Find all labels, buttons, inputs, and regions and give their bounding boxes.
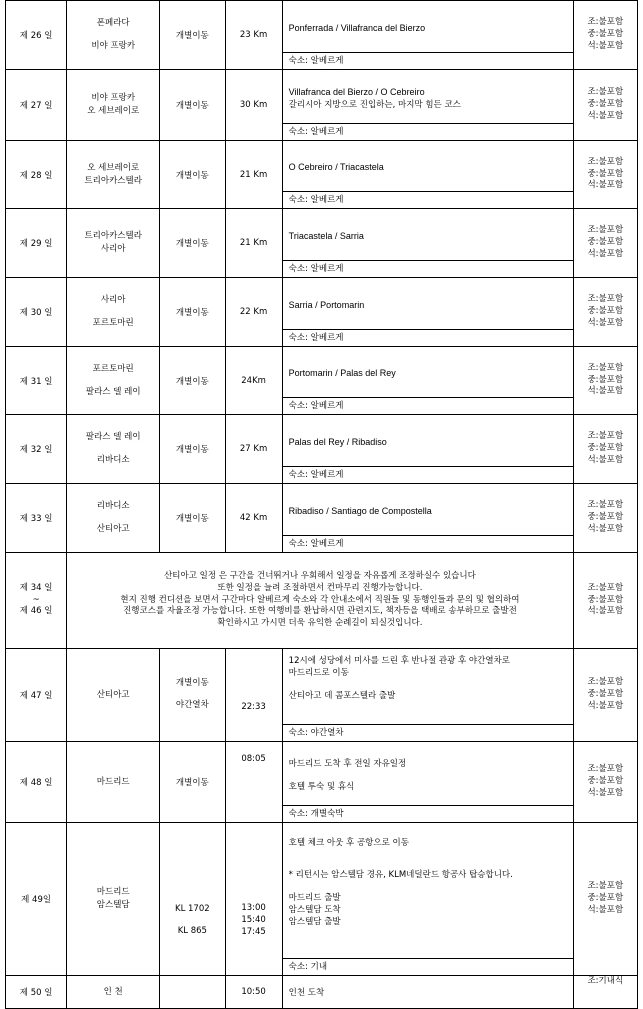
table-row xyxy=(6,823,638,976)
spacer xyxy=(289,771,567,781)
day-cell xyxy=(6,553,67,649)
place-cell xyxy=(67,823,160,976)
meal-item: 조:불포함 xyxy=(587,294,624,305)
schedule-cell xyxy=(282,209,573,278)
stay-text: 숙소: 알베르게 xyxy=(283,191,573,208)
meal-item: 조:불포함 xyxy=(587,881,624,892)
schedule-block xyxy=(283,415,573,483)
schedule-line: 마드리드 도착 후 전일 자유일정 xyxy=(288,759,407,770)
place-name: 폰페라다 xyxy=(96,18,130,29)
transport-cell: 개별이동 xyxy=(160,278,225,347)
day-cell: 제 28 일 xyxy=(6,141,67,209)
schedule-cell xyxy=(282,742,573,823)
schedule-block xyxy=(283,141,573,208)
stay-text: 숙소: 야간열차 xyxy=(283,724,573,741)
schedule-line: 산티아고 데 콤포스텔라 출발 xyxy=(288,690,396,701)
place-name: 오 세브레이로 xyxy=(87,162,140,173)
schedule-cell xyxy=(282,347,573,415)
schedule-line: * 리턴시는 암스텔담 경유, KLM네덜란드 항공사 탑승합니다. xyxy=(288,870,513,881)
meal-cell xyxy=(573,415,637,484)
route-text: Portomarin / Palas del Rey xyxy=(288,368,396,379)
place-name: 팔라스 델 레이 xyxy=(85,432,141,443)
stay-text: 숙소: 알베르게 xyxy=(283,260,573,277)
route-text: O Cebreiro / Triacastela xyxy=(288,162,384,173)
meal-item: 석:불포함 xyxy=(587,248,624,259)
meal-item: 석:불포함 xyxy=(587,700,624,711)
transport-cell: 개별이동 xyxy=(160,347,225,415)
meal-item: 석:불포함 xyxy=(587,40,624,51)
day-cell: 제 29 일 xyxy=(6,209,67,278)
table-row xyxy=(6,415,638,484)
route-text: Palas del Rey / Ribadiso xyxy=(288,436,387,447)
place-name: 암스텔담 xyxy=(96,900,130,910)
transport-cell: 개별이동 xyxy=(160,415,225,484)
day-line: 제 34 일 xyxy=(19,582,53,593)
day-cell: 제 27 일 xyxy=(6,70,67,141)
meal-item: 조:불포함 xyxy=(587,500,624,511)
schedule-line: 암스텔담 출발 xyxy=(288,917,341,928)
schedule-cell: 인천 도착 xyxy=(282,976,573,1009)
meal-item: 석:불포함 xyxy=(587,454,624,465)
schedule-cell xyxy=(282,415,573,484)
schedule-line: 마드리드로 이동 xyxy=(288,668,349,679)
day-cell: 제 32 일 xyxy=(6,415,67,484)
spacer xyxy=(67,307,159,317)
time-value: 22:33 xyxy=(241,702,266,713)
meal-item: 석:불포함 xyxy=(587,904,624,915)
meal-item: 조:불포함 xyxy=(587,582,624,593)
spacer xyxy=(289,849,567,859)
meal-item: 중:불포함 xyxy=(587,237,624,248)
table-row xyxy=(6,649,638,742)
schedule-main xyxy=(283,278,573,329)
schedule-block xyxy=(283,1,573,69)
meal-item: 석:불포함 xyxy=(587,317,624,328)
spacer xyxy=(289,859,567,869)
schedule-main xyxy=(283,347,573,397)
distance-cell: 23 Km xyxy=(225,1,282,70)
meal-item: 중:불포함 xyxy=(587,594,624,605)
place-name: 포르토마린 xyxy=(92,363,134,374)
schedule-main xyxy=(283,141,573,191)
meal-cell xyxy=(573,70,637,141)
time-value: 17:45 xyxy=(241,926,266,937)
distance-cell: 21 Km xyxy=(225,209,282,278)
meal-cell xyxy=(573,1,637,70)
meal-item: 조:불포함 xyxy=(587,156,624,167)
meal-item: 조:불포함 xyxy=(587,677,624,688)
place-cell xyxy=(67,347,160,415)
flight-cell xyxy=(160,823,225,976)
place-name: 사리아 xyxy=(100,295,126,306)
route-text: Sarria / Portomarin xyxy=(288,299,365,310)
meal-item: 중:불포함 xyxy=(587,306,624,317)
place-cell xyxy=(67,209,160,278)
transport-cell: 개별이동 xyxy=(160,742,225,823)
meal-item: 조:불포함 xyxy=(587,362,624,373)
route-text: Villafranca del Bierzo / O Cebreiro xyxy=(288,86,425,97)
notice-line: 진행코스를 자율조정 가능합니다. 또한 여행비를 환납하시면 관련지도, 책자등을 택배로 송부하므로 출발전 xyxy=(123,606,517,617)
day-cell: 제 30 일 xyxy=(6,278,67,347)
schedule-block xyxy=(283,649,573,741)
schedule-block xyxy=(283,209,573,277)
schedule-main xyxy=(283,823,573,958)
transport-cell: 개별이동 xyxy=(160,70,225,141)
notice-line: 현지 진행 컨디션을 보면서 구간마다 알베르게 숙소와 각 안내소에서 직원들 및 동행인들과 문의 및 협의하여 xyxy=(120,594,520,605)
schedule-main xyxy=(283,742,573,805)
place-cell: 마드리드 xyxy=(67,742,160,823)
spacer xyxy=(160,916,224,926)
schedule-cell xyxy=(282,484,573,553)
transport-cell: 개별이동 xyxy=(160,141,225,209)
table-row xyxy=(6,141,638,209)
day-cell: 제 26 일 xyxy=(6,1,67,70)
flight-number: KL 1702 xyxy=(175,904,210,915)
meal-cell xyxy=(573,347,637,415)
table-row xyxy=(6,278,638,347)
stay-text: 숙소: 알베르게 xyxy=(283,52,573,69)
stay-text: 숙소: 알베르게 xyxy=(283,123,573,140)
route-description: 갈리시아 지방으로 진입하는, 마지막 힘든 코스 xyxy=(288,99,461,110)
place-name: 포르토마린 xyxy=(92,318,134,328)
place-name: 트리아카스텔라 xyxy=(84,175,142,186)
route-text: Ponferrada / Villafranca del Bierzo xyxy=(288,22,426,33)
meal-cell xyxy=(573,484,637,553)
place-cell xyxy=(67,70,160,141)
transport-cell xyxy=(160,649,225,742)
place-name: 사리아 xyxy=(100,244,126,254)
spacer xyxy=(289,680,567,690)
schedule-cell xyxy=(282,1,573,70)
meal-cell xyxy=(573,209,637,278)
place-name: 비야 프랑카 xyxy=(91,41,136,51)
schedule-cell xyxy=(282,649,573,742)
schedule-main xyxy=(283,209,573,260)
distance-cell: 30 Km xyxy=(225,70,282,141)
schedule-block xyxy=(283,484,573,552)
day-cell: 제 48 일 xyxy=(6,742,67,823)
stay-text: 숙소: 알베르게 xyxy=(283,329,573,346)
day-cell: 제 47 일 xyxy=(6,649,67,742)
place-cell xyxy=(67,141,160,209)
place-cell xyxy=(67,1,160,70)
transport-line: 개별이동 xyxy=(175,678,209,689)
spacer xyxy=(289,882,567,892)
meal-item: 중:불포함 xyxy=(587,689,624,700)
meal-item: 석:불포함 xyxy=(587,386,624,397)
day-line: ~ xyxy=(32,594,40,605)
meal-item: 석:불포함 xyxy=(587,110,624,121)
distance-cell: 24Km xyxy=(225,347,282,415)
time-cell: 10:50 xyxy=(225,976,282,1009)
table-row xyxy=(6,347,638,415)
table-row xyxy=(6,742,638,823)
stay-text: 숙소: 기내 xyxy=(283,958,573,975)
distance-cell: 21 Km xyxy=(225,141,282,209)
distance-cell: 22 Km xyxy=(225,278,282,347)
spacer xyxy=(67,376,159,386)
table-row xyxy=(6,553,638,649)
spacer xyxy=(160,690,224,700)
schedule-main xyxy=(283,1,573,52)
place-name: 비야 프랑카 xyxy=(91,93,136,104)
meal-cell xyxy=(573,742,637,823)
meal-item: 석:불포함 xyxy=(587,523,624,534)
flight-number: KL 865 xyxy=(177,926,207,936)
meal-item: 조:불포함 xyxy=(587,225,624,236)
stay-text: 숙소: 알베르게 xyxy=(283,397,573,414)
time-cell: 08:05 xyxy=(225,742,282,823)
distance-cell: 27 Km xyxy=(225,415,282,484)
stay-text: 숙소: 알베르게 xyxy=(283,535,573,552)
schedule-main xyxy=(283,70,573,123)
schedule-cell xyxy=(282,823,573,976)
place-name: 산티아고 xyxy=(96,524,130,534)
spacer xyxy=(67,444,159,454)
schedule-line: 호텔 체크 아웃 후 공항으로 이동 xyxy=(288,838,409,848)
place-name: 리바디소 xyxy=(96,501,130,512)
meal-item: 중:불포함 xyxy=(587,893,624,904)
meal-item: 조:불포함 xyxy=(587,764,624,775)
schedule-block xyxy=(283,278,573,346)
meal-item: 석:불포함 xyxy=(587,180,624,191)
notice-line: 또한 일정을 늘려 조절하면서 컨마무리 진행가능합니다. xyxy=(217,582,423,593)
meal-cell xyxy=(573,649,637,742)
day-cell: 제 33 일 xyxy=(6,484,67,553)
meal-item: 중:불포함 xyxy=(587,512,624,523)
schedule-cell xyxy=(282,141,573,209)
meal-item: 중:불포함 xyxy=(587,374,624,385)
schedule-line: 암스텔담 도착 xyxy=(288,904,341,915)
time-value: 15:40 xyxy=(241,915,266,926)
distance-cell: 42 Km xyxy=(225,484,282,553)
meal-item: 중:불포함 xyxy=(587,99,624,110)
transport-cell: 개별이동 xyxy=(160,484,225,553)
meal-cell xyxy=(573,278,637,347)
meal-cell xyxy=(573,823,637,976)
table-row xyxy=(6,209,638,278)
place-name: 마드리드 xyxy=(96,887,130,898)
schedule-block xyxy=(283,823,573,975)
spacer xyxy=(67,30,159,40)
meal-item: 조:불포함 xyxy=(587,87,624,98)
route-text: Ribadiso / Santiago de Compostella xyxy=(288,505,432,516)
stay-text: 숙소: 개별숙박 xyxy=(283,805,573,822)
table-row xyxy=(6,70,638,141)
place-name: 오 세브레이로 xyxy=(87,106,140,116)
schedule-cell xyxy=(282,70,573,141)
schedule-block xyxy=(283,742,573,822)
notice-line: 확인하시고 가시면 더욱 유익한 순례길이 되실것입니다. xyxy=(217,618,423,629)
schedule-main xyxy=(283,484,573,535)
schedule-main xyxy=(283,649,573,724)
schedule-block xyxy=(283,347,573,414)
meal-item: 중:불포함 xyxy=(587,443,624,454)
meal-item: 석:불포함 xyxy=(587,787,624,798)
place-cell: 산티아고 xyxy=(67,649,160,742)
schedule-main xyxy=(283,415,573,466)
time-cell xyxy=(225,823,282,976)
route-text: Triacastela / Sarria xyxy=(288,230,364,241)
meal-cell xyxy=(573,141,637,209)
day-cell: 제 31 일 xyxy=(6,347,67,415)
meal-item: 석:불포함 xyxy=(587,606,624,617)
table-row xyxy=(6,1,638,70)
place-name: 팔라스 델 레이 xyxy=(85,386,141,397)
notice-line: 산티아고 일정 은 구간을 건너뛰거나 우회해서 일정을 자유롭게 조정하실수 있습니다 xyxy=(164,570,476,581)
place-cell xyxy=(67,415,160,484)
day-cell: 제 49일 xyxy=(6,823,67,976)
schedule-block xyxy=(283,70,573,140)
schedule-cell xyxy=(282,278,573,347)
table-row xyxy=(6,484,638,553)
day-cell: 제 50 일 xyxy=(6,976,67,1009)
transport-cell: 개별이동 xyxy=(160,209,225,278)
time-value: 13:00 xyxy=(241,903,266,914)
day-line: 제 46 일 xyxy=(19,606,53,617)
meal-cell xyxy=(573,553,637,649)
meal-item: 조:불포함 xyxy=(587,431,624,442)
place-cell xyxy=(67,278,160,347)
place-cell: 인 천 xyxy=(67,976,160,1009)
schedule-line: 마드리드 출발 xyxy=(288,892,341,903)
place-name: 리바디소 xyxy=(96,455,130,465)
itinerary-table xyxy=(5,0,638,1009)
spacer xyxy=(67,513,159,523)
stay-text: 숙소: 알베르게 xyxy=(283,466,573,483)
meal-item: 중:불포함 xyxy=(587,168,624,179)
place-cell xyxy=(67,484,160,553)
schedule-line: 12시에 성당에서 미사를 드린 후 반나절 관광 후 야간열차로 xyxy=(288,656,510,666)
meal-item: 중:불포함 xyxy=(587,29,624,40)
notice-cell xyxy=(67,553,573,649)
transport-line: 야간열차 xyxy=(175,700,209,710)
place-name: 트리아카스텔라 xyxy=(84,231,142,242)
meal-item: 조:불포함 xyxy=(587,17,624,28)
meal-item: 중:불포함 xyxy=(587,776,624,787)
schedule-line: 호텔 투숙 및 휴식 xyxy=(288,781,355,792)
transport-cell: 개별이동 xyxy=(160,1,225,70)
meal-item: 조:기내식 xyxy=(587,976,624,986)
time-cell xyxy=(225,649,282,742)
